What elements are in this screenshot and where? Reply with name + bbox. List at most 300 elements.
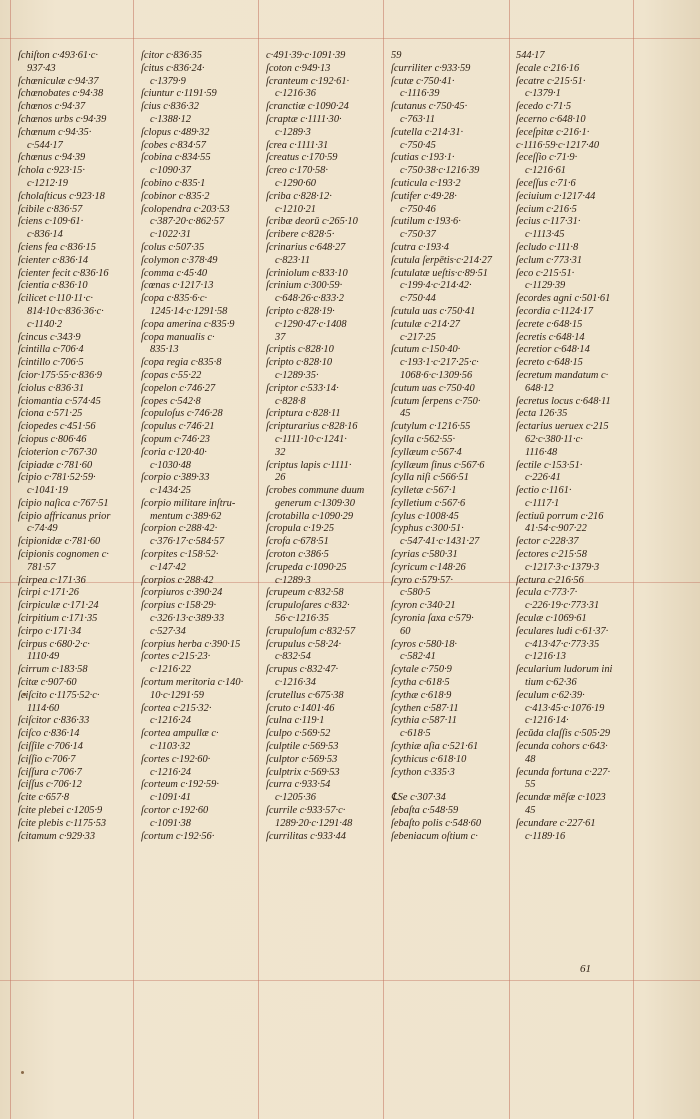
index-entry: mentum c·389·62 — [150, 510, 222, 522]
index-entry: ſecularium ludorum ini — [516, 664, 613, 676]
index-entry: ſcior·175·55·c·836·9 — [18, 369, 102, 381]
index-entry: c·1117·1 — [525, 497, 560, 509]
index-entry: ſcripto c·828·10 — [266, 357, 333, 369]
index-entry: ſcirpus c·680·2·c· — [18, 638, 90, 650]
index-entry: ſecretis c·648·14 — [516, 331, 585, 343]
index-entry: ſciopedes c·451·56 — [18, 421, 96, 433]
index-entry: ſchœnos c·94·37 — [18, 101, 86, 113]
index-entry: ſecale c·216·16 — [516, 62, 580, 74]
index-entry: ſcreo c·170·58· — [266, 165, 328, 177]
index-entry: ſcraptæ c·1111·30· — [266, 113, 342, 125]
index-entry: ſcutias c·193·1· — [391, 152, 455, 164]
index-entry: c·527·34 — [150, 625, 186, 637]
index-entry: ſcriptis c·828·10 — [266, 344, 334, 356]
index-entry: c·1289·3 — [275, 574, 311, 586]
index-entry: ſcomma c·45·40 — [141, 267, 208, 279]
index-entry: ſcopulus c·746·21 — [141, 421, 215, 433]
index-entry: ſcienter fecit c·836·16 — [18, 267, 109, 279]
index-entry: ſciſcito c·1175·52·c· — [18, 689, 100, 701]
index-entry: ſcurriliter c·933·59 — [391, 62, 471, 74]
index-entry: ſcrupeda c·1090·25 — [266, 561, 347, 573]
index-entry: ſcopes c·542·8 — [141, 395, 201, 407]
rule-line — [383, 0, 384, 1119]
index-entry: ſecunda fortuna c·227· — [516, 766, 611, 778]
rule-line — [0, 980, 700, 981]
index-entry: c·217·25 — [400, 331, 436, 343]
index-entry: ſcoria c·120·40· — [141, 446, 207, 458]
index-entry: ſcutula uas c·750·41 — [391, 305, 476, 317]
index-entry: ſcutum c·150·40· — [391, 344, 461, 356]
index-entry: ſcythiæ aſia c·521·61 — [391, 741, 479, 753]
index-entry: c·1216·36 — [275, 88, 316, 100]
index-entry: c·1030·48 — [150, 459, 191, 471]
index-entry: ſecta 126·35 — [516, 408, 568, 420]
index-entry: ſecūda claſſis c·505·29 — [516, 728, 611, 740]
index-entry: c·1434·25 — [150, 485, 191, 497]
index-entry: ſcutanus c·750·45· — [391, 101, 468, 113]
index-entry: ſeco c·215·51· — [516, 267, 575, 279]
index-entry: c·582·41 — [400, 651, 436, 663]
index-entry: ſcurrilitas c·933·44 — [266, 830, 346, 842]
index-entry: ſcrupeum c·832·58 — [266, 587, 344, 599]
index-entry: 10·c·1291·59 — [150, 689, 204, 701]
index-entry: ſcoton c·949·13 — [266, 62, 331, 74]
index-entry: c·1289·35· — [275, 369, 319, 381]
index-entry: ſcitæ c·907·60 — [18, 677, 77, 689]
index-entry: ſciſſura c·706·7 — [18, 766, 82, 778]
index-entry: 48 — [525, 753, 536, 765]
index-entry: ſciſco c·836·14 — [18, 728, 80, 740]
index-entry: ſciſſio c·706·7 — [18, 753, 76, 765]
index-entry: ſculptor c·569·53 — [266, 753, 338, 765]
index-entry: ſcopuloſus c·746·28 — [141, 408, 223, 420]
index-entry: c·1103·32 — [150, 741, 191, 753]
index-entry: 1289·20·c·1291·48 — [275, 817, 353, 829]
index-entry: ſcorpion c·288·42· — [141, 523, 218, 535]
index-entry: ſcholaſticus c·923·18 — [18, 190, 105, 202]
index-entry: ſcintilla c·706·4 — [18, 344, 84, 356]
index-entry: generum c·1309·30 — [275, 497, 355, 509]
index-entry: c·836·14 — [27, 229, 63, 241]
index-column-5 — [516, 50, 628, 843]
index-entry: ſcirpitium c·171·35 — [18, 613, 98, 625]
index-entry: ſcopa c·835·6·c· — [141, 293, 208, 305]
index-entry: c·1140·2 — [27, 318, 63, 330]
index-entry: ſciomantia c·574·45 — [18, 395, 101, 407]
index-entry: ſectile c·153·51· — [516, 459, 583, 471]
index-entry: ſcriptus lapis c·1111· — [266, 459, 352, 471]
index-entry: ſectarius ueruex c·215 — [516, 421, 609, 433]
index-entry: ſcortea ampullæ c· — [141, 728, 219, 740]
index-entry: c·1116·39 — [400, 88, 440, 100]
index-entry: ſcrutellus c·675·38 — [266, 689, 344, 701]
index-entry: ſcythen c·587·11 — [391, 702, 459, 714]
index-entry: ſchola c·923·15· — [18, 165, 85, 177]
index-entry: ſcirpi c·171·26 — [18, 587, 79, 599]
index-entry: 937·43 — [27, 62, 56, 74]
index-entry: ſecretior c·648·14 — [516, 344, 590, 356]
index-entry: ſcortum meritoria c·140· — [141, 677, 244, 689]
index-entry: c·1210·21 — [275, 203, 316, 215]
index-entry: ſcorteum c·192·59· — [141, 779, 219, 791]
index-entry: ſcortum c·192·56· — [141, 830, 215, 842]
index-entry: ſcopa regia c·835·8 — [141, 357, 222, 369]
index-entry: ſcylletæ c·567·1 — [391, 485, 457, 497]
index-entry: ſcutum uas c·750·40 — [391, 382, 475, 394]
index-entry: 55 — [525, 779, 536, 791]
index-entry: 1114·60 — [27, 702, 60, 714]
index-entry: ſcitamum c·929·33 — [18, 830, 96, 842]
index-entry: ſchœnus c·94·39 — [18, 152, 86, 164]
index-entry: c·1379·9 — [150, 75, 186, 87]
index-entry: ſciſcitor c·836·33 — [18, 715, 90, 727]
index-entry: ſcincus c·343·9 — [18, 331, 81, 343]
index-entry: c·1091·41 — [150, 792, 191, 804]
index-entry: c·750·46 — [400, 203, 436, 215]
index-entry: c·618·5 — [400, 728, 431, 740]
index-entry: ſcython c·335·3 — [391, 766, 455, 778]
index-entry: 648·12 — [525, 382, 554, 394]
index-entry: ſciolus c·836·31 — [18, 382, 85, 394]
index-entry: ſcripturarius c·828·16 — [266, 421, 358, 433]
index-entry: ſcriniolum c·833·10 — [266, 267, 348, 279]
index-entry: ſebaſto polis c·548·60 — [391, 817, 482, 829]
index-entry: ſcopa manualis c· — [141, 331, 215, 343]
index-entry: ſcœnas c·1217·13 — [141, 280, 214, 292]
index-entry — [391, 779, 505, 792]
index-entry: ſcipionis cognomen c· — [18, 549, 109, 561]
index-entry: ſcutæ c·750·41· — [391, 75, 455, 87]
index-entry: ſecreto c·648·15 — [516, 357, 583, 369]
index-entry: c·491·39·c·1091·39 — [266, 50, 346, 61]
index-entry: ſcyros c·580·18· — [391, 638, 457, 650]
index-entry: ſcutra c·193·4 — [391, 241, 450, 253]
index-entry: 1110·49 — [27, 651, 60, 663]
index-column-2 — [141, 50, 255, 843]
index-entry: ſecrete c·648·15 — [516, 318, 583, 330]
index-entry: c·199·4·c·214·42· — [400, 280, 472, 292]
index-entry: ſciſſile c·706·14 — [18, 741, 83, 753]
index-entry: c·1216·22 — [150, 664, 191, 676]
index-entry: ſcirpiculæ c·171·24 — [18, 600, 99, 612]
index-entry: ſcite plebei c·1205·9 — [18, 805, 103, 817]
index-entry: 59 — [391, 50, 402, 61]
index-entry: ſcite plebis c·1175·53 — [18, 817, 107, 829]
index-entry: ſciona c·571·25 — [18, 408, 83, 420]
index-entry: ſcyphus c·300·51· — [391, 523, 464, 535]
index-entry: ſcorpio militare inſtru- — [141, 497, 236, 509]
index-entry: ſchiſton c·493·61·c· — [18, 50, 98, 61]
index-entry: c·1091·38 — [150, 817, 191, 829]
index-entry: ſcranteum c·192·61· — [266, 75, 350, 87]
index-entry: 45 — [525, 805, 536, 817]
index-entry: ſcrupuloſares c·832· — [266, 600, 350, 612]
index-entry: ſcutifer c·49·28· — [391, 190, 457, 202]
rule-line — [633, 0, 634, 1119]
index-entry: ſcipio affricanus prior — [18, 510, 111, 522]
index-entry: ſcuticula c·193·2 — [391, 177, 461, 189]
index-entry: ſecatre c·215·51· — [516, 75, 586, 87]
index-entry: 45 — [400, 408, 411, 420]
index-entry: c·1205·36 — [275, 792, 316, 804]
index-entry: ſcutella c·214·31· — [391, 126, 464, 138]
index-entry: 781·57 — [27, 561, 56, 573]
rule-line — [509, 0, 510, 1119]
index-entry: ſcopelon c·746·27 — [141, 382, 216, 394]
index-entry: ſcolus c·507·35 — [141, 241, 205, 253]
index-column-4 — [391, 50, 505, 843]
index-entry: ſcorpios c·288·42 — [141, 574, 214, 586]
index-entry: ſectores c·215·58 — [516, 549, 587, 561]
index-entry: 56·c·1216·35 — [275, 613, 329, 625]
index-entry: c·1289·3 — [275, 126, 311, 138]
index-entry: ſcitus c·836·24· — [141, 62, 205, 74]
index-entry: ſchœnobates c·94·38 — [18, 88, 104, 100]
index-entry: ſcitor c·836·35 — [141, 50, 202, 61]
index-entry: 37 — [275, 331, 286, 343]
index-entry: ſcripto c·828·19· — [266, 305, 335, 317]
index-entry: ſciſſus c·706·12 — [18, 779, 82, 791]
index-entry: ſcrinium c·300·59· — [266, 280, 343, 292]
index-entry: ſcilicet c·110·11·c· — [18, 293, 93, 305]
index-entry: ſcorpiuros c·390·24 — [141, 587, 223, 599]
index-entry: ſecundæ mēſæ c·1023 — [516, 792, 606, 804]
index-entry: c·193·1·c·217·25·c· — [400, 357, 479, 369]
index-entry: ſcreatus c·170·59 — [266, 152, 338, 164]
index-entry: ſcythia c·587·11 — [391, 715, 457, 727]
index-entry: ſcite c·657·8 — [18, 792, 70, 804]
index-entry: ſcolopendra c·203·53 — [141, 203, 230, 215]
index-entry: c·1216·61 — [525, 165, 566, 177]
index-entry: ſebaſta c·548·59 — [391, 805, 459, 817]
index-entry: c·1216·34 — [275, 677, 316, 689]
index-entry: ſcruto c·1401·46 — [266, 702, 335, 714]
index-entry: ſcytha c·618·5 — [391, 677, 450, 689]
index-entry: c·226·41 — [525, 472, 561, 484]
index-entry: ſectura c·216·56 — [516, 574, 584, 586]
index-entry: ſculptile c·569·53 — [266, 741, 339, 753]
index-entry: c·1217·3·c·1379·3 — [525, 561, 600, 573]
index-entry: c·580·5 — [400, 587, 431, 599]
index-entry: c·1113·45 — [525, 229, 565, 241]
index-entry: ſectio c·1161· — [516, 485, 572, 497]
index-entry: ſcopa amerina c·835·9 — [141, 318, 235, 330]
index-entry: ſciens fea c·836·15 — [18, 241, 96, 253]
index-entry: ſecretus locus c·648·11 — [516, 395, 611, 407]
index-entry: ſecordia c·1124·17 — [516, 305, 594, 317]
index-entry: ſeclum c·773·31 — [516, 254, 583, 266]
rule-line — [10, 0, 11, 1119]
index-entry: ſcorpius herba c·390·15 — [141, 638, 241, 650]
index-entry: ſecretum mandatum c· — [516, 369, 609, 381]
index-entry: ſecula c·773·7· — [516, 587, 578, 599]
index-entry: ſcientia c·836·10 — [18, 280, 88, 292]
index-entry: ſcrobes commune duum — [266, 485, 365, 497]
index-entry: ſcirpo c·171·34 — [18, 625, 82, 637]
index-entry: c·750·38·c·1216·39 — [400, 165, 480, 177]
index-entry: ſcobino c·835·1 — [141, 177, 206, 189]
index-entry: ſcylla niſi c·566·51 — [391, 472, 469, 484]
index-entry: ſculpo c·569·52 — [266, 728, 331, 740]
index-entry: ſcolymon c·378·49 — [141, 254, 218, 266]
index-entry: ſchœnos urbs c·94·39 — [18, 113, 107, 125]
index-entry: ſecordes agni c·501·61 — [516, 293, 611, 305]
index-entry: ſeculares ludi c·61·37· — [516, 625, 609, 637]
index-entry: ſcropula c·19·25 — [266, 523, 335, 535]
index-entry: ſcienter c·836·14 — [18, 254, 89, 266]
index-entry: ſcylus c·1008·45 — [391, 510, 459, 522]
index-entry: ſcobinor c·835·2 — [141, 190, 210, 202]
index-entry: ſcipionidæ c·781·60 — [18, 536, 101, 548]
index-entry: ſeceſſus c·71·6 — [516, 177, 576, 189]
index-entry: 60 — [400, 625, 411, 637]
index-entry: c·1022·31 — [150, 229, 191, 241]
index-entry: c·1212·19 — [27, 177, 68, 189]
index-entry: c·1388·12 — [150, 113, 191, 125]
index-entry: ſchœnum c·94·35· — [18, 126, 92, 138]
index-entry: ſcibile c·836·57 — [18, 203, 83, 215]
index-entry: c·763·11 — [400, 113, 436, 125]
index-entry: ſcyrias c·580·31 — [391, 549, 458, 561]
index-entry: ſcortes c·192·60· — [141, 753, 211, 765]
index-entry: ſcyricum c·148·26 — [391, 561, 466, 573]
index-entry: c·1216·24 — [150, 715, 191, 727]
page-number: 61 — [580, 963, 591, 975]
index-entry: c·1041·19 — [27, 485, 68, 497]
index-entry: ſcrea c·1111·31 — [266, 139, 329, 151]
index-entry: 62·c·380·11·c· — [525, 433, 583, 445]
index-entry: ſcutilum c·193·6· — [391, 216, 461, 228]
index-entry: ſcirpea c·171·36 — [18, 574, 86, 586]
index-entry: c·147·42 — [150, 561, 186, 573]
index-entry: c·1379·1 — [525, 88, 561, 100]
index-entry: ſcopas c·55·22 — [141, 369, 202, 381]
rule-line — [0, 38, 700, 39]
index-entry: ſciens c·109·61· — [18, 216, 84, 228]
index-entry: ſcorpius c·158·29· — [141, 600, 217, 612]
index-entry: ſcribere c·828·5· — [266, 229, 335, 241]
index-entry: ſcutulæ c·214·27 — [391, 318, 460, 330]
index-entry: 1068·6·c·1309·56 — [400, 369, 473, 381]
index-entry: ſectiuū porrum c·216 — [516, 510, 604, 522]
index-entry: ſcrupulus c·58·24· — [266, 638, 342, 650]
index-entry: 1116·48 — [525, 446, 558, 458]
index-entry: 26 — [275, 472, 286, 484]
index-entry: ſecundare c·227·61 — [516, 817, 596, 829]
index-entry: c·1216·24 — [150, 766, 191, 778]
ink-dot — [21, 1071, 24, 1074]
index-entry: ſcutula ſerpētis·c·214·27 — [391, 254, 493, 266]
index-entry: ſcipio naſica c·767·51 — [18, 497, 109, 509]
index-entry: ſcutylum c·1216·55 — [391, 421, 471, 433]
index-entry: ſciopus c·806·46 — [18, 433, 87, 445]
index-entry: ſcrotabilla c·1090·29 — [266, 510, 354, 522]
index-entry: ſchœniculæ c·94·37 — [18, 75, 99, 87]
index-entry: ſcobes c·834·57 — [141, 139, 206, 151]
index-entry: ſcranctiæ c·1090·24 — [266, 101, 349, 113]
index-entry: ſcirrum c·183·58 — [18, 664, 88, 676]
index-entry: c·547·41·c·1431·27 — [400, 536, 480, 548]
index-entry: c·750·37 — [400, 229, 436, 241]
index-entry: ſculptrix c·569·53 — [266, 766, 340, 778]
index-entry: ſcobina c·834·55 — [141, 152, 211, 164]
index-entry: ſecunda cohors c·643· — [516, 741, 608, 753]
index-entry: ſcrofa c·678·51 — [266, 536, 329, 548]
index-entry: ſcutum ſerpens c·750· — [391, 395, 481, 407]
index-entry: c·828·8 — [275, 395, 306, 407]
index-entry: 32 — [275, 446, 286, 458]
index-entry: ſcriptura c·828·11 — [266, 408, 341, 420]
index-entry: ſculna c·119·1 — [266, 715, 325, 727]
index-entry: ſcutulatæ ueſtis·c·89·51 — [391, 267, 488, 279]
index-entry: c·1129·39 — [525, 280, 566, 292]
index-entry: ſeculæ c·1069·61 — [516, 613, 587, 625]
index-entry: ſecerno c·648·10 — [516, 113, 586, 125]
index-entry: ſeculum c·62·39· — [516, 689, 585, 701]
index-entry: 835·13 — [150, 344, 179, 356]
index-entry: ſcylletium c·567·6 — [391, 497, 466, 509]
index-entry: ſecius c·117·31· — [516, 216, 581, 228]
index-entry: c·1290·47·c·1408 — [275, 318, 347, 330]
index-entry: 41·54·c·907·22 — [525, 523, 587, 535]
index-entry: c·750·45 — [400, 139, 436, 151]
index-entry: ſcortes c·215·23· — [141, 651, 211, 663]
index-entry: c·387·20·c·862·57 — [150, 216, 225, 228]
index-entry: ſcioterion c·767·30 — [18, 446, 97, 458]
index-entry: ſcrinarius c·648·27 — [266, 241, 346, 253]
index-entry: ſcroton c·386·5 — [266, 549, 329, 561]
index-entry: c·648·26·c·833·2 — [275, 293, 344, 305]
index-entry: ſcyron c·340·21 — [391, 600, 456, 612]
index-entry: ſcyro c·579·57· — [391, 574, 453, 586]
index-entry: ſecedo c·71·5 — [516, 101, 572, 113]
index-entry: c·376·17·c·584·57 — [150, 536, 225, 548]
index-entry: ſecium c·216·5 — [516, 203, 577, 215]
index-entry: ſcorpites c·158·52· — [141, 549, 219, 561]
index-entry: ſcrupuloſum c·832·57 — [266, 625, 356, 637]
index-entry: ſeceſſio c·71·9· — [516, 152, 578, 164]
index-entry: ſcurra c·933·54 — [266, 779, 331, 791]
index-entry: c·750·44 — [400, 293, 436, 305]
index-entry: c·74·49 — [27, 523, 58, 535]
index-entry: 1245·14·c·1291·58 — [150, 305, 228, 317]
index-entry: ſecludo c·111·8 — [516, 241, 579, 253]
index-entry: ſcriptor c·533·14· — [266, 382, 339, 394]
index-entry: ſcrupus c·832·47· — [266, 664, 339, 676]
index-entry: ſcortor c·192·60 — [141, 805, 209, 817]
index-entry: ſcorpio c·389·33 — [141, 472, 210, 484]
index-entry: ſcriba c·828·12· — [266, 190, 332, 202]
index-entry: ſcopum c·746·23 — [141, 433, 210, 445]
index-entry: ſclopus c·489·32 — [141, 126, 210, 138]
index-entry: 814·10·c·836·36·c· — [27, 305, 104, 317]
index-entry: c·413·45·c·1076·19 — [525, 702, 605, 714]
index-entry: ſcythæ c·618·9 — [391, 689, 452, 701]
index-entry: ſcipio c·781·52·59· — [18, 472, 96, 484]
rule-line — [258, 0, 259, 1119]
index-entry: ſcribæ deorū c·265·10 — [266, 216, 358, 228]
index-entry: ſciuntur c·1191·59 — [141, 88, 217, 100]
index-entry: c·226·19·c·773·31 — [525, 600, 600, 612]
index-entry: c·1111·10·c·1241· — [275, 433, 347, 445]
index-entry: c·823·11 — [275, 254, 311, 266]
index-entry: c·1290·60 — [275, 177, 316, 189]
index-entry: ſcyllæum ſinus c·567·6 — [391, 459, 485, 471]
index-entry: ſcintillo c·706·5 — [18, 357, 84, 369]
index-entry: ℄Se c·307·34 — [391, 792, 446, 804]
rule-line — [133, 0, 134, 1119]
index-entry: ſcythicus c·618·10 — [391, 753, 467, 765]
